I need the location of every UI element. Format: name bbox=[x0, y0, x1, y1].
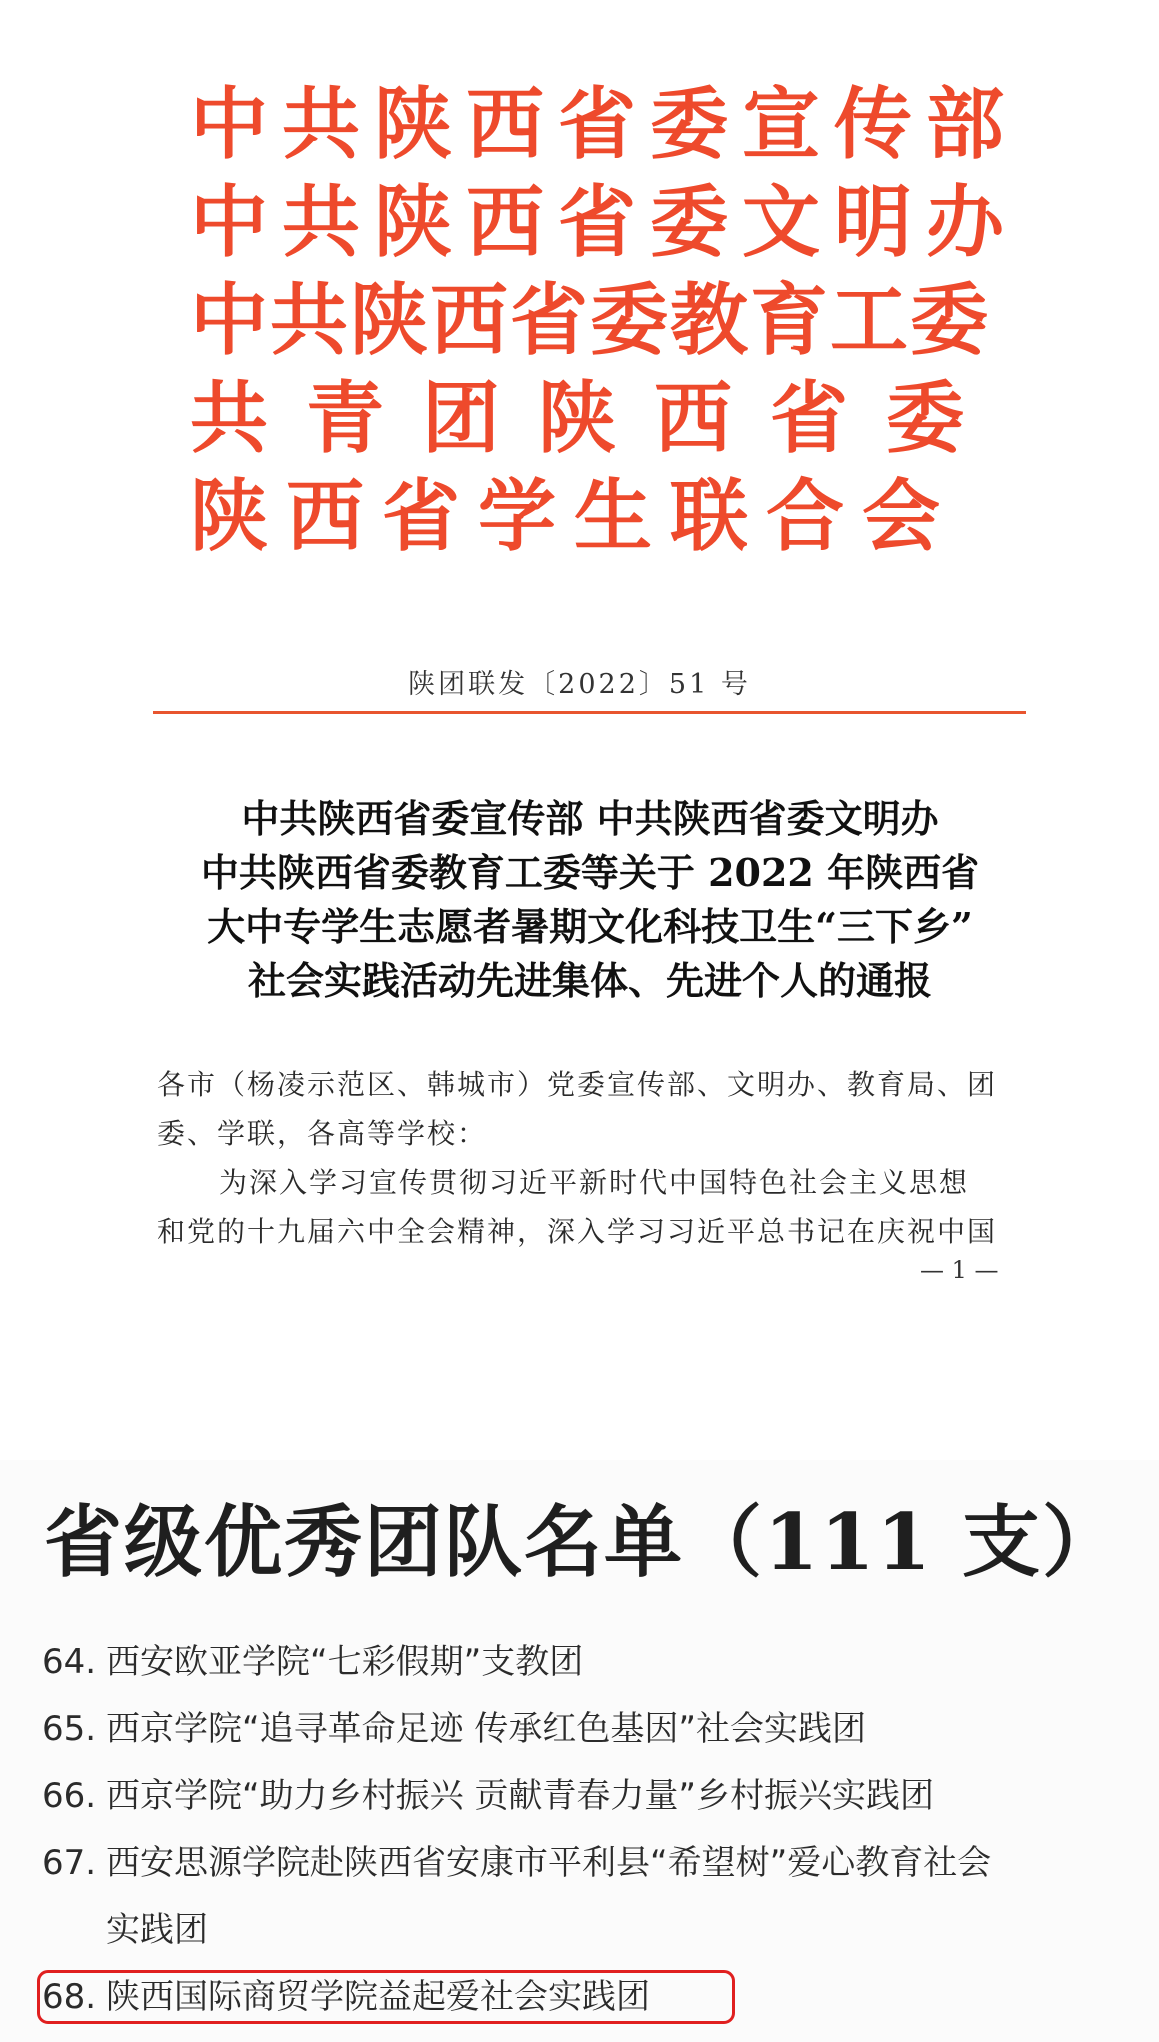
body-line: 各市（杨凌示范区、韩城市）党委宣传部、文明办、教育局、团 bbox=[157, 1068, 998, 1101]
item-text: 西安思源学院赴陕西省安康市平利县“希望树”爱心教育社会 bbox=[106, 1843, 992, 1883]
list-item bbox=[42, 1707, 1147, 1751]
document-number: 陕团联发〔2022〕51 号 bbox=[408, 669, 751, 700]
issuing-organizations bbox=[190, 76, 1019, 566]
body-line: 和党的十九届六中全会精神，深入学习习近平总书记在庆祝中国 bbox=[157, 1215, 998, 1248]
item-text: 西京学院“追寻革命足迹 传承红色基因”社会实践团 bbox=[106, 1709, 867, 1749]
list-item bbox=[42, 1774, 1147, 1818]
org-line: 陕西省学生联合会 bbox=[190, 472, 959, 562]
item-text: 西安欧亚学院“七彩假期”支教团 bbox=[106, 1642, 584, 1682]
red-divider bbox=[153, 711, 1026, 714]
document-body bbox=[157, 1060, 1027, 1256]
team-list-section bbox=[0, 1460, 1159, 2042]
org-line: 中共陕西省委文明办 bbox=[190, 178, 1019, 268]
item-text-continued: 实践团 bbox=[106, 1910, 208, 1950]
list-item bbox=[42, 1640, 1147, 1684]
item-number: 65. bbox=[42, 1709, 97, 1749]
title-line: 社会实践活动先进集体、先进个人的通报 bbox=[247, 958, 932, 1003]
item-number: 68. bbox=[42, 1977, 97, 2017]
list-item bbox=[42, 1841, 1147, 1952]
title-line: 中共陕西省委教育工委等关于 2022 年陕西省 bbox=[200, 850, 980, 895]
highlighted-list-item bbox=[42, 1975, 730, 2019]
body-line: 为深入学习宣传贯彻习近平新时代中国特色社会主义思想 bbox=[219, 1166, 970, 1199]
title-line: 大中专学生志愿者暑期文化科技卫生“三下乡” bbox=[207, 904, 973, 949]
document-title bbox=[100, 792, 1080, 1008]
list-heading: 省级优秀团队名单（111 支） bbox=[44, 1497, 1122, 1588]
item-number: 67. bbox=[42, 1843, 97, 1883]
item-text: 陕西国际商贸学院益起爱社会实践团 bbox=[106, 1977, 650, 2017]
page-number: — 1 — bbox=[920, 1256, 999, 1284]
item-number: 66. bbox=[42, 1776, 97, 1816]
item-text: 西京学院“助力乡村振兴 贡献青春力量”乡村振兴实践团 bbox=[106, 1776, 935, 1816]
org-line: 中共陕西省委教育工委 bbox=[190, 276, 991, 366]
org-line: 中共陕西省委宣传部 bbox=[190, 80, 1019, 170]
team-list bbox=[42, 1640, 1147, 2042]
body-line: 委、学联，各高等学校： bbox=[157, 1117, 488, 1150]
org-line: 共青团陕西省委 bbox=[190, 374, 1003, 464]
item-number: 64. bbox=[42, 1642, 97, 1682]
title-line: 中共陕西省委宣传部 中共陕西省委文明办 bbox=[241, 796, 939, 841]
